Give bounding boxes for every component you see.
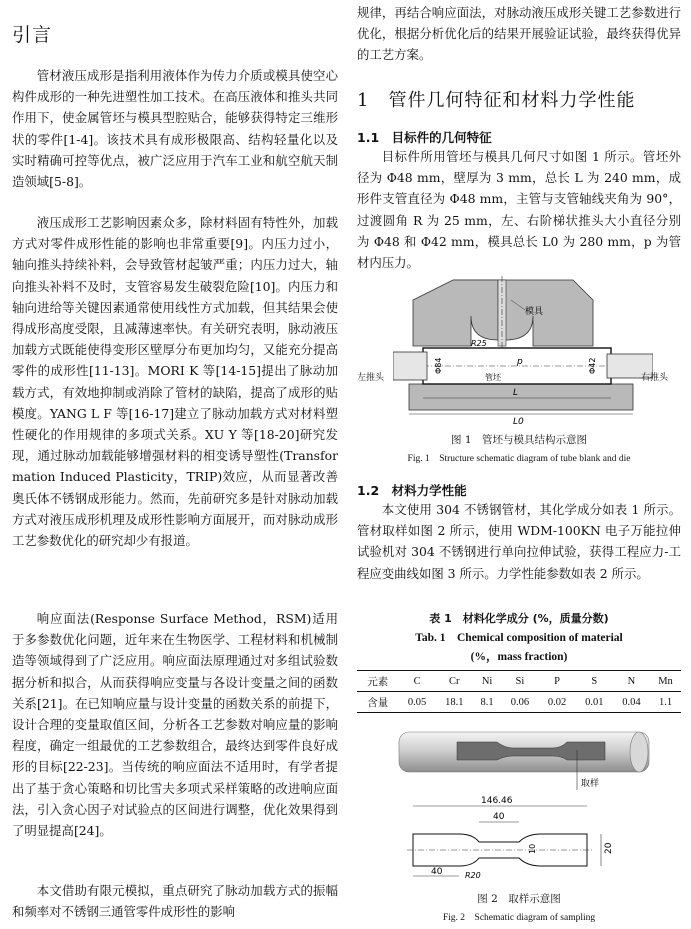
- right-punch-label: 右推头: [641, 373, 669, 383]
- intro-paragraph-2: 液压成形工艺影响因素众多，除材料固有特性外，加载方式对零件成形性能的影响也非常重要[9]。内压力过小，轴向推头持续补料，会导致管材起皱严重；内压力过大，轴向推头补料不及时，支管容易发生破裂危险[10]。内压力和轴向进给等关键因素通常使用线性方式加载，但其结果会使得成形高度受限，且减薄速率快。有关研究表明，脉动液压加载方式既能使得变形区壁厚分布更加均匀，又能充分提高零件的成形性[11-13]。MORI K 等[14-15]提出了脉动加载方式，有效地抑制或消除了管材的缺陷，提高了成形的贴模度。YANG L F 等[16-17]建立了脉动加载方式对材料塑性硬化的作用规律的多项式关系。XU Y 等[18-20]研究发现，通过脉动加载能够增强材料的相变诱导塑性(Transformation Induced Plasticity，TRIP)效应，从而显著改善奥氏体不锈钢成形能力。然而，先前研究多是针对脉动加载方式对液压成形机理及成形性影响方面展开，而对脉动成形工艺参数优化的研究却少有报道。: [12, 215, 338, 549]
- figure-2-caption-en: Fig. 2 Schematic diagram of sampling: [442, 913, 596, 923]
- tube-end: [630, 732, 648, 772]
- die-upper-left: [413, 280, 498, 346]
- dim-20-label: 20: [604, 842, 614, 854]
- tube-label: 管坯: [485, 373, 501, 382]
- section-1-title: 1 管件几何特征和材料力学性能: [357, 90, 636, 111]
- table-header-cell: N: [613, 671, 650, 692]
- dim-L0-label: L0: [513, 417, 524, 426]
- subsection-1-2-paragraph: 本文使用 304 不锈钢管材，其化学成分如表 1 所示。管材取样如图 2 所示，使用 WDM-100KN 电子万能拉伸试验机对 304 不锈钢进行单向拉伸试验，获得工程应力-工程应变曲线如图 3 所示。力学性能参数如表 2 所示。: [357, 502, 681, 581]
- intro-paragraph-3: 响应面法(Response Surface Method，RSM)适用于多参数优化问题，近年来在生物医学、工程材料和机械制造等领域得到了广泛应用。响应面法原理通过对多组试验数据分析和拟合，从而获得响应变量与各设计变量之间的函数关系[21]。在已知响应量与设计变量的函数关系的前提下，设计合理的变量取值区间，分析各工艺参数对响应量的影响程度，确定一组最优的工艺参数组合，最终达到零件良好成形的目标[22-23]。当传统的响应面法不适用时，有学者提出了基于贪心策略和切比雪夫多项式采样策略的改进响应面法，引入贪心因子对试验点的区间进行调整，优化效果得到了明显提高[24]。: [12, 611, 338, 839]
- intro-heading: 引言: [12, 24, 53, 46]
- subsection-1-2-title: 1.2 材料力学性能: [357, 483, 467, 498]
- table-cell: 0.06: [501, 692, 538, 713]
- table-row: [357, 692, 681, 713]
- table-cell: 18.1: [436, 692, 473, 713]
- dim-L-label: L: [513, 388, 519, 398]
- figure-1-caption-en: Fig. 1 Structure schematic diagram of tube blank and die: [407, 454, 631, 464]
- table-header-cell: Cr: [436, 671, 473, 692]
- dim-146-label: 146.46: [481, 796, 513, 806]
- table-cell: 含量: [357, 692, 399, 713]
- table-header-cell: 元素: [357, 671, 399, 692]
- intro-paragraph-4: 本文借助有限元模拟，重点研究了脉动加载方式的振幅和频率对不锈钢三通管零件成形性的影响: [12, 883, 338, 920]
- table-cell: 0.02: [539, 692, 576, 713]
- figure-2-caption-cn: 图 2 取样示意图: [477, 893, 561, 905]
- table-header-cell: C: [399, 671, 436, 692]
- composition-table: [357, 670, 681, 713]
- table-cell: 0.05: [399, 692, 436, 713]
- die-lower: [409, 384, 633, 410]
- table-cell: 0.01: [576, 692, 613, 713]
- subsection-1-1-paragraph: 目标件所用管坯与模具几何尺寸如图 1 所示。管坯外径为 Φ48 mm，壁厚为 3 mm，总长 L 为 240 mm，成形件支管直径为 Φ48 mm，主管与支管轴线夹角为 90°，过渡圆角 R 为 25 mm，左、右阶梯状推头大小直径分别为 Φ48 和 Φ42 mm，模具总长 L0 为 280 mm，p 为管材内压力。: [357, 149, 681, 271]
- sample-label: 取样: [581, 779, 600, 789]
- table-header-cell: Si: [501, 671, 538, 692]
- table-header-cell: P: [539, 671, 576, 692]
- table-1-caption-en-1: Tab. 1 Chemical composition of material: [415, 632, 623, 644]
- table-header-cell: Mn: [650, 671, 681, 692]
- continued-paragraph: 规律，再结合响应面法，对脉动液压成形关键工艺参数进行优化，根据分析优化后的结果开展验证试验，最终获得优异的工艺方案。: [357, 5, 681, 63]
- die-label: 模具: [525, 307, 544, 317]
- table-1-caption-en-2: (%，mass fraction): [470, 651, 568, 663]
- table-header-cell: Ni: [473, 671, 501, 692]
- table-cell: 1.1: [650, 692, 681, 713]
- dim-10-label: 10: [528, 843, 537, 854]
- table-cell: 8.1: [473, 692, 501, 713]
- table-cell: 0.04: [613, 692, 650, 713]
- figure-2-diagram: [377, 726, 667, 884]
- subsection-1-1-title: 1.1 目标件的几何特征: [357, 130, 492, 145]
- diameter-42-label: Φ42: [588, 357, 597, 374]
- left-punch-label: 左推头: [357, 373, 385, 383]
- dim-40b-label: 40: [431, 867, 443, 877]
- intro-paragraph-1: 管材液压成形是指利用液体作为传力介质或模具使空心构件成形的一种先进塑性加工技术。在高压液体和推头共同作用下，使金属管坯与模具型腔贴合，能够获得特定三维形状的零件[1-4]。该技术具有成形极限高、结构轻量化以及实时精确可控等优点，被广泛应用于汽车工业和航空航天制造领域[5-8]。: [12, 68, 338, 190]
- left-punch: [393, 352, 427, 380]
- figure-1-caption-cn: 图 1 管坯与模具结构示意图: [450, 434, 588, 446]
- dim-r20-label: R20: [465, 871, 481, 880]
- table-header-cell: S: [576, 671, 613, 692]
- diameter-84-label: Φ84: [434, 357, 443, 374]
- dim-40a-label: 40: [493, 812, 505, 822]
- radius-label: R25: [471, 339, 487, 348]
- figure-1-diagram: [393, 276, 653, 426]
- table-header-row: [357, 671, 681, 692]
- pressure-label: p: [517, 357, 523, 367]
- table-1-caption-cn: 表 1 材料化学成分 (%，质量分数): [429, 612, 609, 625]
